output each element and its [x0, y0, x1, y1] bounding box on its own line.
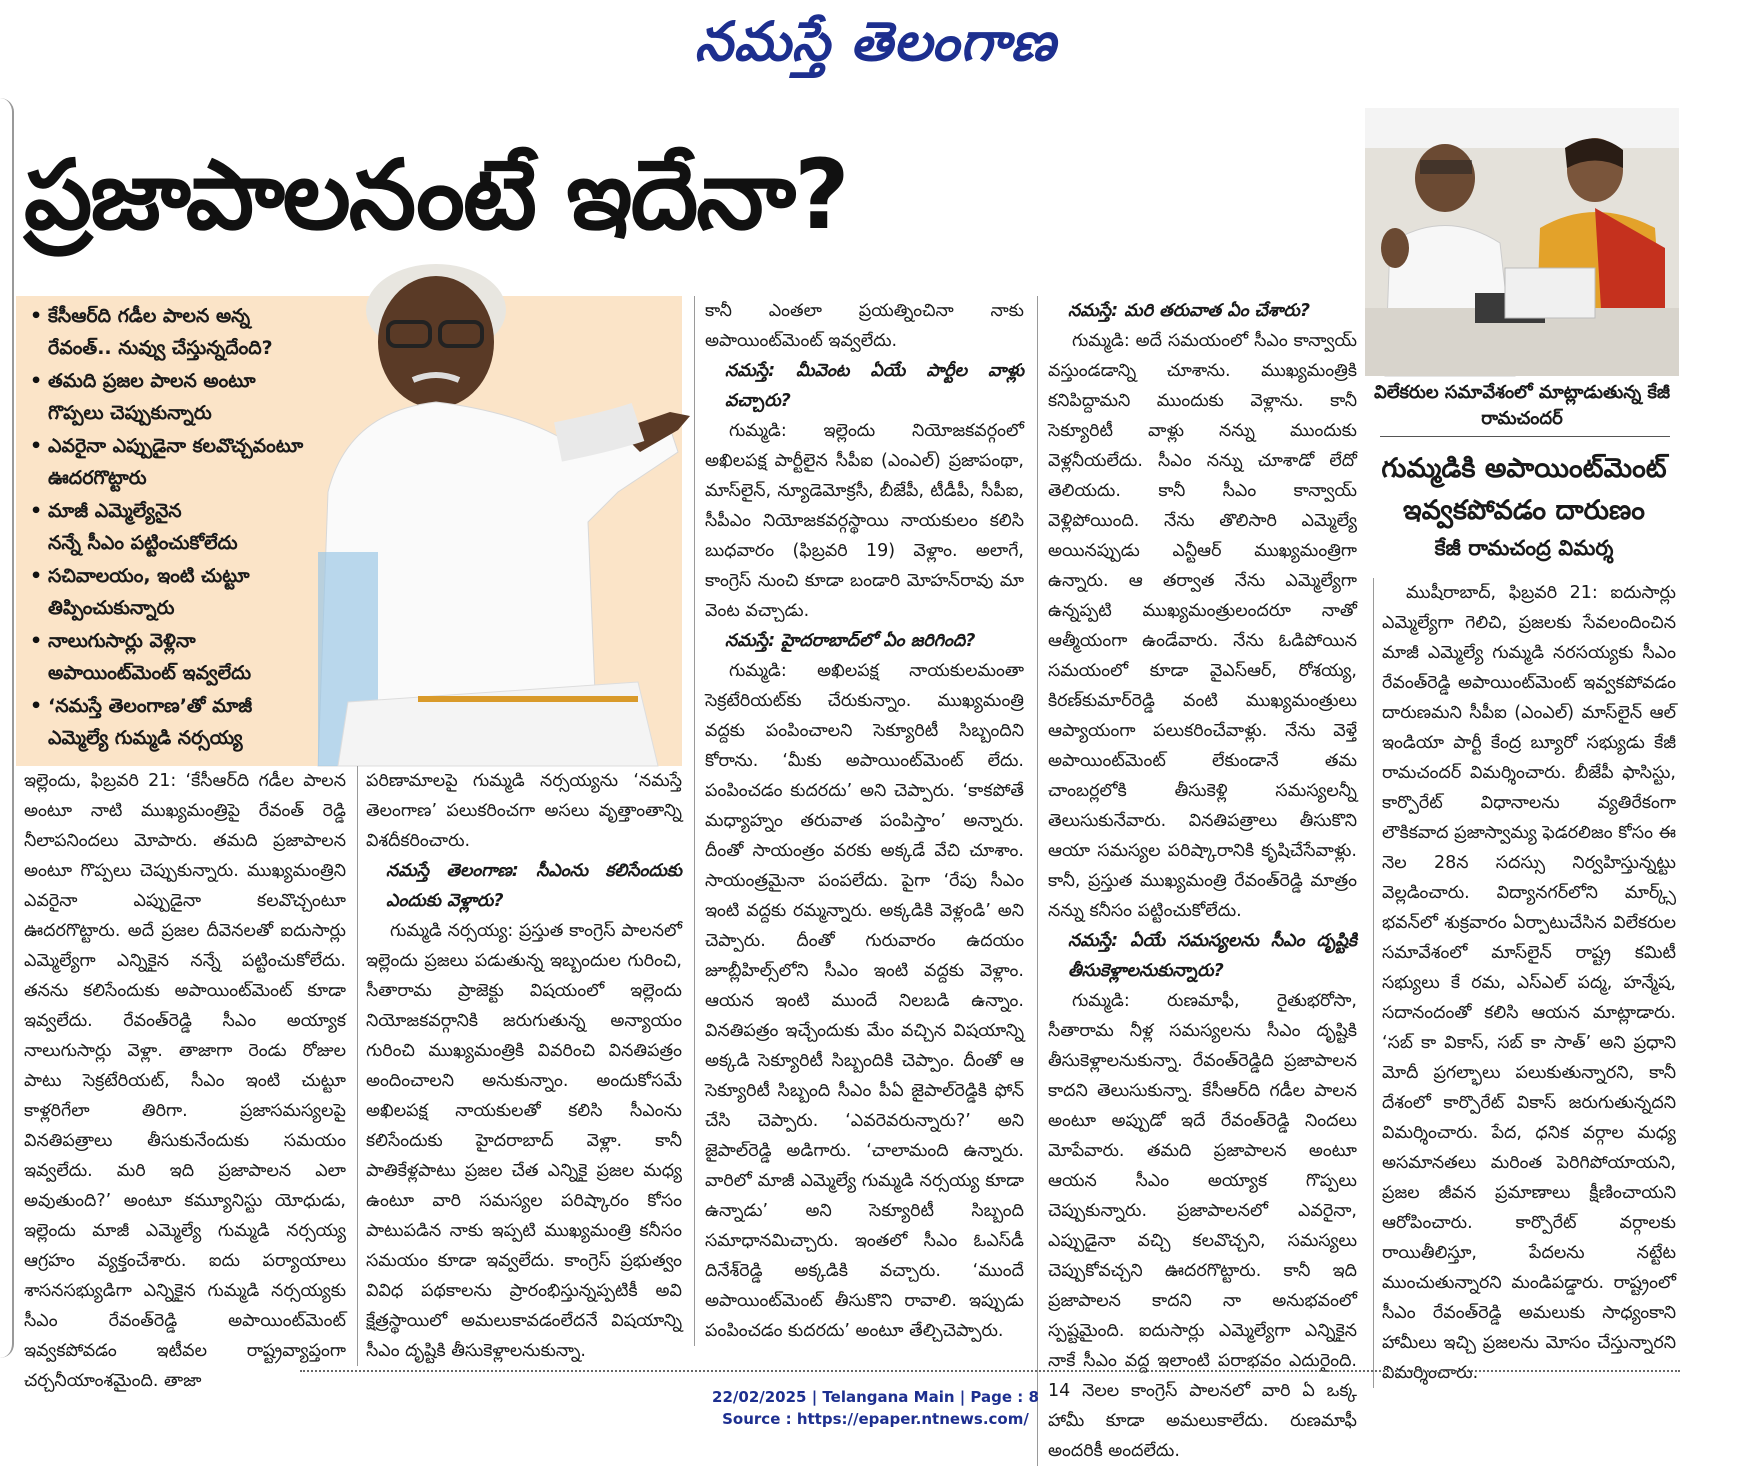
interview-question: నమస్తే: హైదరాబాద్‌లో ఏం జరిగింది? — [725, 631, 976, 651]
article-paragraph: కానీ ఎంతలా ప్రయత్నించినా నాకు అపాయింట్‌మెంట్‌ ఇవ్వలేదు. — [705, 301, 1024, 351]
highlight-item — [30, 365, 340, 429]
article-paragraph: గుమ్మడి నర్సయ్య: ప్రస్తుత కాంగ్రెస్‌ పాలనలో ఇల్లెందు ప్రజలు పడుతున్న ఇబ్బందుల గురించి, సీతారామ ప్రాజెక్టు విషయంలో ఇల్లెందు నియోజకవర్గానికి జరుగుతున్న అన్యాయం గురించి ముఖ్యమంత్రికి వివరించి వినతిపత్రం అందించాలని అనుకున్నాం. అందుకోసమే అఖిలపక్ష నాయకులతో కలిసి సీఎంను కలిసేందుకు హైదరాబాద్‌ వెళ్లా. కానీ పాతికేళ్లపాటు ప్రజల చేత ఎన్నికై ప్రజల మధ్య ఉంటూ వారి సమస్యల పరిష్కారం కోసం పాటుపడిన నాకు ఇప్పటి ముఖ్యమంత్రి కనీసం సమయం కూడా ఇవ్వలేదు. కాంగ్రెస్‌ ప్రభుత్వం వివిధ పథకాలను ప్రారంభిస్తున్నప్పటికీ అవి క్షేత్రస్థాయిలో అమలుకావడంలేదనే విషయాన్ని సీఎం దృష్టికి తీసుకెళ్లాలనుకున్నా. — [366, 921, 682, 1361]
article-paragraph: గుమ్మడి: రుణమాఫీ, రైతుభరోసా, సీతారామ నీళ్ల సమస్యలను సీఎం దృష్టికి తీసుకెళ్లాలనుకున్నా. రేవంత్‌రెడ్డిది ప్రజాపాలన కాదని తెలుసుకున్నా. కేసీఆర్‌ది గడీల పాలన అంటూ అప్పుడో ఇదే రేవంత్‌రెడ్డి నిందలు మోపేవారు. తమది ప్రజాపాలన అంటూ ఆయన సీఎం అయ్యాక గొప్పలు చెప్పుకున్నారు. ప్రజాపాలనలో ఎవరైనా, ఎప్పుడైనా వచ్చి కలవొచ్చని, సమస్యలు చెప్పుకోవచ్చని ఊదరగొట్టారు. కానీ ఇది ప్రజాపాలన కాదని నా అనుభవంలో స్పష్టమైంది. ఐదుసార్లు ఎమ్మెల్యేగా ఎన్నికైన నాకే సీఎం వద్ద ఇలాంటి పరాభవం ఎదురైంది. 14 నెలల కాంగ్రెస్‌ పాలనలో వారి ఏ ఒక్క హామీ కూడా అమలుకాలేదు. రుణమాఫీ అందరికీ అందలేదు. — [1048, 991, 1357, 1461]
article-paragraph: ముషీరాబాద్‌, ఫిబ్రవరి 21: ఐదుసార్లు ఎమ్మెల్యేగా గెలిచి, ప్రజలకు సేవలందించిన మాజీ ఎమ్మెల్యే గుమ్మడి నరసయ్యకు సీఎం రేవంత్‌రెడ్డి అపాయింట్‌మెంట్‌ ఇవ్వకపోవడం దారుణమని సీపీఐ (ఎంఎల్‌) మాస్‌లైన్‌ ఆల్‌ ఇండియా పార్టీ కేంద్ర బ్యూరో సభ్యుడు కేజీ రామచందర్‌ విమర్శించారు. బీజేపీ ఫాసిస్టు, కార్పొరేట్‌ విధానాలను వ్యతిరేకంగా లౌకికవాద ప్రజాస్వామ్య ఫెడరలిజం కోసం ఈ నెల 28న సదస్సు నిర్వహిస్తున్నట్టు వెల్లడించారు. విద్యానగర్‌లోని మార్క్స్‌ భవన్‌లో శుక్రవారం ఏర్పాటుచేసిన విలేకరుల సమావేశంలో మాస్‌లైన్‌ రాష్ట్ర కమిటీ సభ్యులు కే రమ, ఎస్‌ఎల్‌ పద్మ, హన్మేష, సదానందంతో కలిసి ఆయన మాట్లాడారు. ‘సబ్‌ కా వికాస్‌, సబ్‌ కా సాత్‌’ అని ప్రధాని మోదీ ప్రగల్భాలు పలుకుతున్నారని, కానీ దేశంలో కార్పొరేట్‌ వికాస్‌ జరుగుతున్నదని విమర్శించారు. పేద, ధనిక వర్గాల మధ్య అసమానతలు మరింత పెరిగిపోయాయని, ప్రజల జీవన ప్రమాణాలు క్షీణించాయని ఆరోపించారు. కార్పొరేట్‌ వర్గాలకు రాయితీలిస్తూ, పేదలను నట్టేట ముంచుతున్నారని మండిపడ్డారు. రాష్ట్రంలో సీఎం రేవంత్‌రెడ్డి అమలుకు సాధ్యంకాని హామీలు ఇచ్చి ప్రజలను మోసం చేస్తున్నారని విమర్శించారు. — [1382, 583, 1676, 1383]
highlight-line: • తమది ప్రజల పాలన అంటూ — [48, 370, 256, 392]
highlight-line: గొప్పలు చెప్పుకున్నారు — [48, 402, 212, 424]
article-column-3 — [694, 296, 1024, 1346]
highlight-line: తిప్పించుకున్నారు — [48, 597, 175, 619]
photo-caption: విలేకరుల సమావేశంలో మాట్లాడుతున్న కేజీ రామచందర్‌ — [1373, 382, 1671, 429]
side-story-byline: కేజీ రామచంద్ర విమర్శ — [1434, 536, 1614, 560]
caption-divider — [1380, 436, 1670, 437]
highlight-line: అపాయింట్‌మెంట్‌ ఇవ్వలేదు — [48, 662, 252, 684]
highlight-line: ఎమ్మెల్యే గుమ్మడి నర్సయ్య — [48, 727, 243, 749]
highlight-line: • కేసీఆర్‌ది గడీల పాలన అన్న — [48, 305, 251, 327]
article-column-4 — [1037, 296, 1357, 1466]
highlight-line: రేవంత్‌.. నువ్వు చేస్తున్నదేంది? — [48, 337, 273, 359]
press-meet-photo — [1365, 108, 1679, 376]
article-column-1 — [24, 766, 346, 1396]
highlight-item — [30, 300, 340, 364]
highlight-line: • మాజీ ఎమ్మెల్యేనైన — [48, 500, 182, 522]
highlight-line: ఊదరగొట్టారు — [48, 467, 147, 489]
article-paragraph: గుమ్మడి: అఖిలపక్ష నాయకులమంతా సెక్రటేరియట్‌కు చేరుకున్నాం. ముఖ్యమంత్రి వద్దకు పంపించాలని సెక్యూరిటీ సిబ్బందిని కోరాను. ‘మీకు అపాయింట్‌మెంట్‌ లేదు. పంపించడం కుదరదు’ అని చెప్పారు. ‘కాకపోతే మధ్యాహ్నం తరువాత పంపిస్తాం’ అన్నారు. దీంతో సాయంత్రం వరకు అక్కడే వేచి చూశాం. సాయంత్రమైనా పంపలేదు. పైగా ‘రేపు సీఎం ఇంటి వద్దకు రమ్మన్నారు. అక్కడికి వెళ్లండి’ అని చెప్పారు. దీంతో గురువారం ఉదయం జూబ్లీహిల్స్‌లోని సీఎం ఇంటి వద్దకు వెళ్లాం. ఆయన ఇంటి ముందే నిలబడి ఉన్నాం. వినతిపత్రం ఇచ్చేందుకు మేం వచ్చిన విషయాన్ని అక్కడి సెక్యూరిటీ సిబ్బందికి చెప్పాం. దీంతో ఆ సెక్యూరిటీ సిబ్బంది సీఎం పీఏ జైపాల్‌రెడ్డికి ఫోన్‌ చేసి చెప్పారు. ‘ఎవరెవరున్నారు?’ అని జైపాల్‌రెడ్డి అడిగారు. ‘చాలామంది ఉన్నారు. వారిలో మాజీ ఎమ్మెల్యే గుమ్మడి నర్సయ్య కూడా ఉన్నాడు’ అని సెక్యూరిటీ సిబ్బంది సమాధానమిచ్చారు. ఇంతలో సీఎం ఓఎస్‌డీ దినేశ్‌రెడ్డి అక్కడికి వచ్చారు. ‘ముందే అపాయింట్‌మెంట్‌ తీసుకొని రావాలి. ఇప్పుడు పంపించడం కుదరదు’ అంటూ తేల్చిచెప్పారు. — [705, 661, 1024, 1341]
footer-source-link[interactable]: Source : https://epaper.ntnews.com/ — [722, 1410, 1029, 1428]
gummadi-narsaiah-graphic — [318, 262, 690, 766]
side-story-headline: గుమ్మడికి అపాయింట్‌మెంట్‌ ఇవ్వకపోవడం దారుణం — [1381, 453, 1667, 526]
highlight-item — [30, 495, 340, 559]
headline: ప్రజాపాలనంటే ఇదేనా? — [24, 139, 848, 251]
highlight-item — [30, 690, 340, 754]
page-fold-border — [0, 98, 14, 1358]
highlight-line: • సచివాలయం, ఇంటి చుట్టూ — [48, 565, 250, 587]
article-paragraph: గుమ్మడి: ఇల్లెందు నియోజకవర్గంలో అఖిలపక్ష పార్టీలైన సీపీఐ (ఎంఎల్‌) ప్రజాపంథా, మాస్‌లైన్‌, న్యూడెమోక్రసీ, బీజేపీ, టీడీపీ, సీపీఐ, సీపీఎం నియోజకవర్గస్థాయి నాయకులం కలిసి బుధవారం (ఫిబ్రవరి 19) వెళ్లాం. అలాగే, కాంగ్రెస్‌ నుంచి కూడా బండారి మోహన్‌రావు మా వెంట వచ్చాడు. — [705, 421, 1024, 621]
highlight-item — [30, 560, 340, 624]
highlight-item — [30, 430, 340, 494]
press-meet-photo-graphic — [1365, 108, 1679, 376]
interview-question: నమస్తే: మరి తరువాత ఏం చేశారు? — [1068, 301, 1310, 321]
bottom-divider — [300, 1370, 1680, 1372]
interview-question: నమస్తే: ఏయే సమస్యలను సీఎం దృష్టికి తీసుకెళ్లాలనుకున్నారు? — [1068, 931, 1357, 981]
side-story-column — [1373, 578, 1676, 1388]
interview-question: నమస్తే: మీవెంట ఏయే పార్టీల వాళ్లు వచ్చారు? — [725, 361, 1024, 411]
highlight-line: • ‘నమస్తే తెలంగాణ’తో మాజీ — [48, 695, 253, 717]
article-paragraph: పరిణామాలపై గుమ్మడి నర్సయ్యను ‘నమస్తే తెలంగాణ’ పలుకరించగా అసలు వృత్తాంతాన్ని విశదీకరించారు. — [366, 771, 682, 851]
highlight-line: నన్నే సీఎం పట్టించుకోలేదు — [48, 532, 238, 554]
highlight-item — [30, 625, 340, 689]
gummadi-narsaiah-photo — [318, 262, 690, 766]
highlight-line: • నాలుగుసార్లు వెళ్లినా — [48, 630, 196, 652]
interview-question: నమస్తే తెలంగాణ: సీఎంను కలిసేందుకు ఎందుకు వెళ్లారు? — [386, 861, 682, 911]
article-paragraph: గుమ్మడి: అదే సమయంలో సీఎం కాన్వాయ్‌ వస్తుండడాన్ని చూశాను. ముఖ్యమంత్రికి కనిపిద్దామని ముందుకు వెళ్లాను. కానీ సెక్యూరిటీ వాళ్లు నన్ను ముందుకు వెళ్లనీయలేదు. సీఎం నన్ను చూశాడో లేదో తెలియదు. కానీ సీఎం కాన్వాయ్‌ వెళ్లిపోయింది. నేను తొలిసారి ఎమ్మెల్యే అయినప్పుడు ఎన్టీఆర్‌ ముఖ్యమంత్రిగా ఉన్నారు. ఆ తర్వాత నేను ఎమ్మెల్యేగా ఉన్నప్పటి ముఖ్యమంత్రులందరూ నాతో ఆత్మీయంగా ఉండేవారు. నేను ఓడిపోయిన సమయంలో కూడా వైఎస్‌ఆర్‌, రోశయ్య, కిరణ్‌కుమార్‌రెడ్డి వంటి ముఖ్యమంత్రులు ఆప్యాయంగా పలుకరించేవాళ్లు. నేను వెళ్తే అపాయింట్‌మెంట్‌ లేకుండానే తమ చాంబర్లలోకి తీసుకెళ్లి సమస్యలన్నీ తెలుసుకునేవారు. వినతిపత్రాలు తీసుకొని ఆయా సమస్యల పరిష్కారానికి కృషిచేసేవాళ్లు. కానీ, ప్రస్తుత ముఖ్యమంత్రి రేవంత్‌రెడ్డి మాత్రం నన్ను కనీసం పట్టించుకోలేదు. — [1048, 331, 1357, 921]
highlight-line: • ఎవరైనా ఎప్పుడైనా కలవొచ్చవంటూ — [48, 435, 304, 457]
masthead-logo: నమస్తే తెలంగాణ — [694, 10, 1057, 73]
footer-edition-info: 22/02/2025 | Telangana Main | Page : 8 — [712, 1388, 1039, 1406]
article-column-2 — [357, 766, 682, 1366]
article-paragraph: ఇల్లెందు, ఫిబ్రవరి 21: ‘కేసీఆర్‌ది గడీల పాలన అంటూ నాటి ముఖ్యమంత్రిపై రేవంత్‌ రెడ్డి నీలాపనిందలు మోపారు. తమది ప్రజాపాలన అంటూ గొప్పలు చెప్పుకున్నారు. ముఖ్యమంత్రిని ఎవరైనా ఎప్పుడైనా కలవొచ్చంటూ ఊదరగొట్టారు. అదే ప్రజల దీవెనలతో ఐదుసార్లు ఎమ్మెల్యేగా ఎన్నికైన నన్నే పట్టించుకోలేదు. తనను కలిసేందుకు అపాయింట్‌మెంట్‌ కూడా ఇవ్వలేదు. రేవంత్‌రెడ్డి సీఎం అయ్యాక నాలుగుసార్లు వెళ్లా. తాజాగా రెండు రోజుల పాటు సెక్రటేరియట్‌, సీఎం ఇంటి చుట్టూ కాళ్లరిగేలా తిరిగా. ప్రజాసమస్యలపై వినతిపత్రాలు తీసుకునేందుకు సమయం ఇవ్వలేదు. మరి ఇది ప్రజాపాలన ఎలా అవుతుంది?’ అంటూ కమ్యూనిస్టు యోధుడు, ఇల్లెందు మాజీ ఎమ్మెల్యే గుమ్మడి నర్సయ్య ఆగ్రహం వ్యక్తంచేశారు. ఐదు పర్యాయాలు శాసనసభ్యుడిగా ఎన్నికైన గుమ్మడి నర్సయ్యకు సీఎం రేవంత్‌రెడ్డి అపాయింట్‌మెంట్‌ ఇవ్వకపోవడం ఇటీవల రాష్ట్రవ్యాప్తంగా చర్చనీయాంశమైంది. తాజా — [24, 771, 346, 1391]
highlights-list — [30, 300, 340, 755]
